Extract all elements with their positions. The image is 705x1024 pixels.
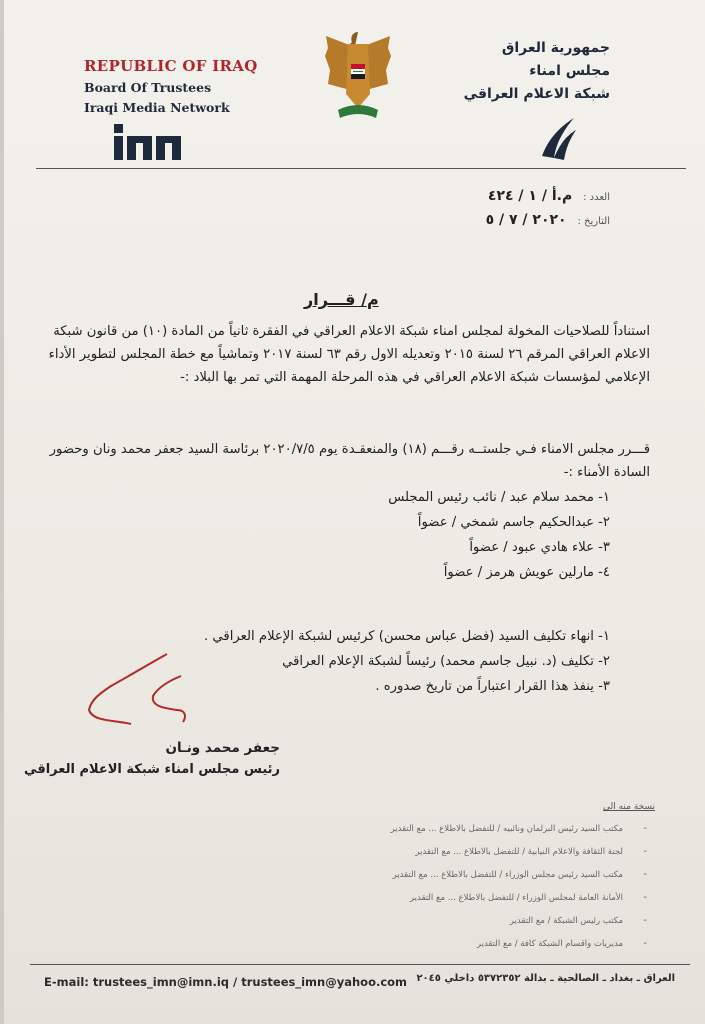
copy-bullet: -	[643, 823, 647, 834]
iraq-eagle-emblem-icon	[322, 28, 394, 124]
reference-number-label: العدد :	[583, 192, 610, 203]
paragraph-authority: استناداً للصلاحيات المخولة لمجلس امناء شبكة الاعلام العراقي في الفقرة ثانياً من المادة (١٠) من قانون شبكة الاعلام العراقي المرقم ٢٦ لسنة ٢٠١٥ وتعديله الاول رقم ٦٣ لسنة ٢٠١٧ وتماشياً مع خطة المجلس لتطوير الأداء الإعلامي لمؤسسات شبكة الاعلام العراقي في هذه المرحلة المهمة التي تمر بها البلاد :-	[48, 324, 650, 385]
footer-email: E-mail: trustees_imn@imn.iq / trustees_imn@yahoo.com	[44, 975, 408, 989]
reference-date-value: ٢٠٢٠ / ٧ / ٥	[485, 212, 567, 228]
network-swoosh-logo	[534, 112, 578, 162]
copy-bullet: -	[643, 846, 647, 857]
member-item: ٣- علاء هادي عبود / عضواً	[469, 540, 610, 555]
decision-item: ١- انهاء تكليف السيد (فضل عباس محسن) كرئيس لشبكة الإعلام العراقي .	[204, 629, 610, 644]
copy-recipient: الأمانة العامة لمجلس الوزراء / للتفضل بالاطلاع ... مع التقدير	[409, 893, 623, 903]
paragraph-session: قـــرر مجلس الامناء فـي جلستــه رقـــم (١٨) والمنعقـدة يوم ٢٠٢٠/٧/٥ برئاسة السيد جعفر محمد ونان وحضور السادة الأمناء :-	[49, 442, 650, 480]
reference-date-label: التاريخ :	[577, 216, 610, 227]
footer-divider	[30, 964, 690, 965]
header-en-network: Iraqi Media Network	[84, 100, 230, 115]
decision-title: م/ قـــرار	[304, 290, 379, 309]
copy-recipient: مكتب رئيس الشبكة / مع التقدير	[509, 916, 623, 926]
imn-logo	[112, 122, 188, 162]
header-en-board: Board Of Trustees	[84, 80, 212, 95]
signatory-name: جعفر محمد ونـان	[165, 740, 280, 756]
header-divider	[36, 168, 686, 169]
copy-recipient: لجنة الثقافة والاعلام النيابية / للتفضل بالاطلاع ... مع التقدير	[415, 847, 623, 857]
header-ar-board: مجلس امناء	[529, 63, 610, 79]
decision-item: ٢- تكليف (د. نبيل جاسم محمد) رئيساً لشبكة الإعلام العراقي	[282, 654, 610, 669]
copy-recipient: مديريات واقسام الشبكة كافة / مع التقدير	[476, 939, 623, 949]
header-ar-network: شبكة الاعلام العراقي	[463, 86, 610, 102]
reference-number	[488, 188, 610, 204]
copies-heading: نسخة منه الى	[603, 802, 655, 812]
handwritten-signature	[79, 640, 209, 730]
reference-number-value: م.أ / ١ / ٤٢٤	[487, 188, 573, 204]
member-item: ٢- عبدالحكيم جاسم شمخي / عضواً	[417, 515, 610, 530]
member-item: ١- محمد سلام عبد / نائب رئيس المجلس	[388, 490, 610, 505]
copy-recipient: مكتب السيد رئيس البرلمان ونائبيه / للتفضل بالاطلاع ... مع التقدير	[390, 824, 623, 834]
copy-bullet: -	[643, 915, 647, 926]
header-en-title: REPUBLIC OF IRAQ	[84, 57, 258, 75]
letter-page	[4, 0, 705, 1024]
header-ar-republic: جمهورية العراق	[501, 40, 610, 56]
copy-recipient: مكتب السيد رئيس مجلس الوزراء / للتفضل بالاطلاع ... مع التقدير	[392, 870, 623, 880]
copy-bullet: -	[643, 938, 647, 949]
signatory-title: رئيس مجلس امناء شبكة الاعلام العراقي	[24, 762, 280, 777]
copy-bullet: -	[643, 869, 647, 880]
copy-bullet: -	[643, 892, 647, 903]
decision-item: ٣- ينفذ هذا القرار اعتباراً من تاريخ صدوره .	[375, 679, 610, 694]
footer-address: العراق ـ بغداد ـ الصالحية ـ بدالة ٥٣٧٢٣٥٢ داخلي ٢٠٤٥	[416, 973, 675, 984]
member-item: ٤- مارلين عويش هرمز / عضواً	[443, 565, 610, 580]
reference-date	[486, 212, 610, 228]
